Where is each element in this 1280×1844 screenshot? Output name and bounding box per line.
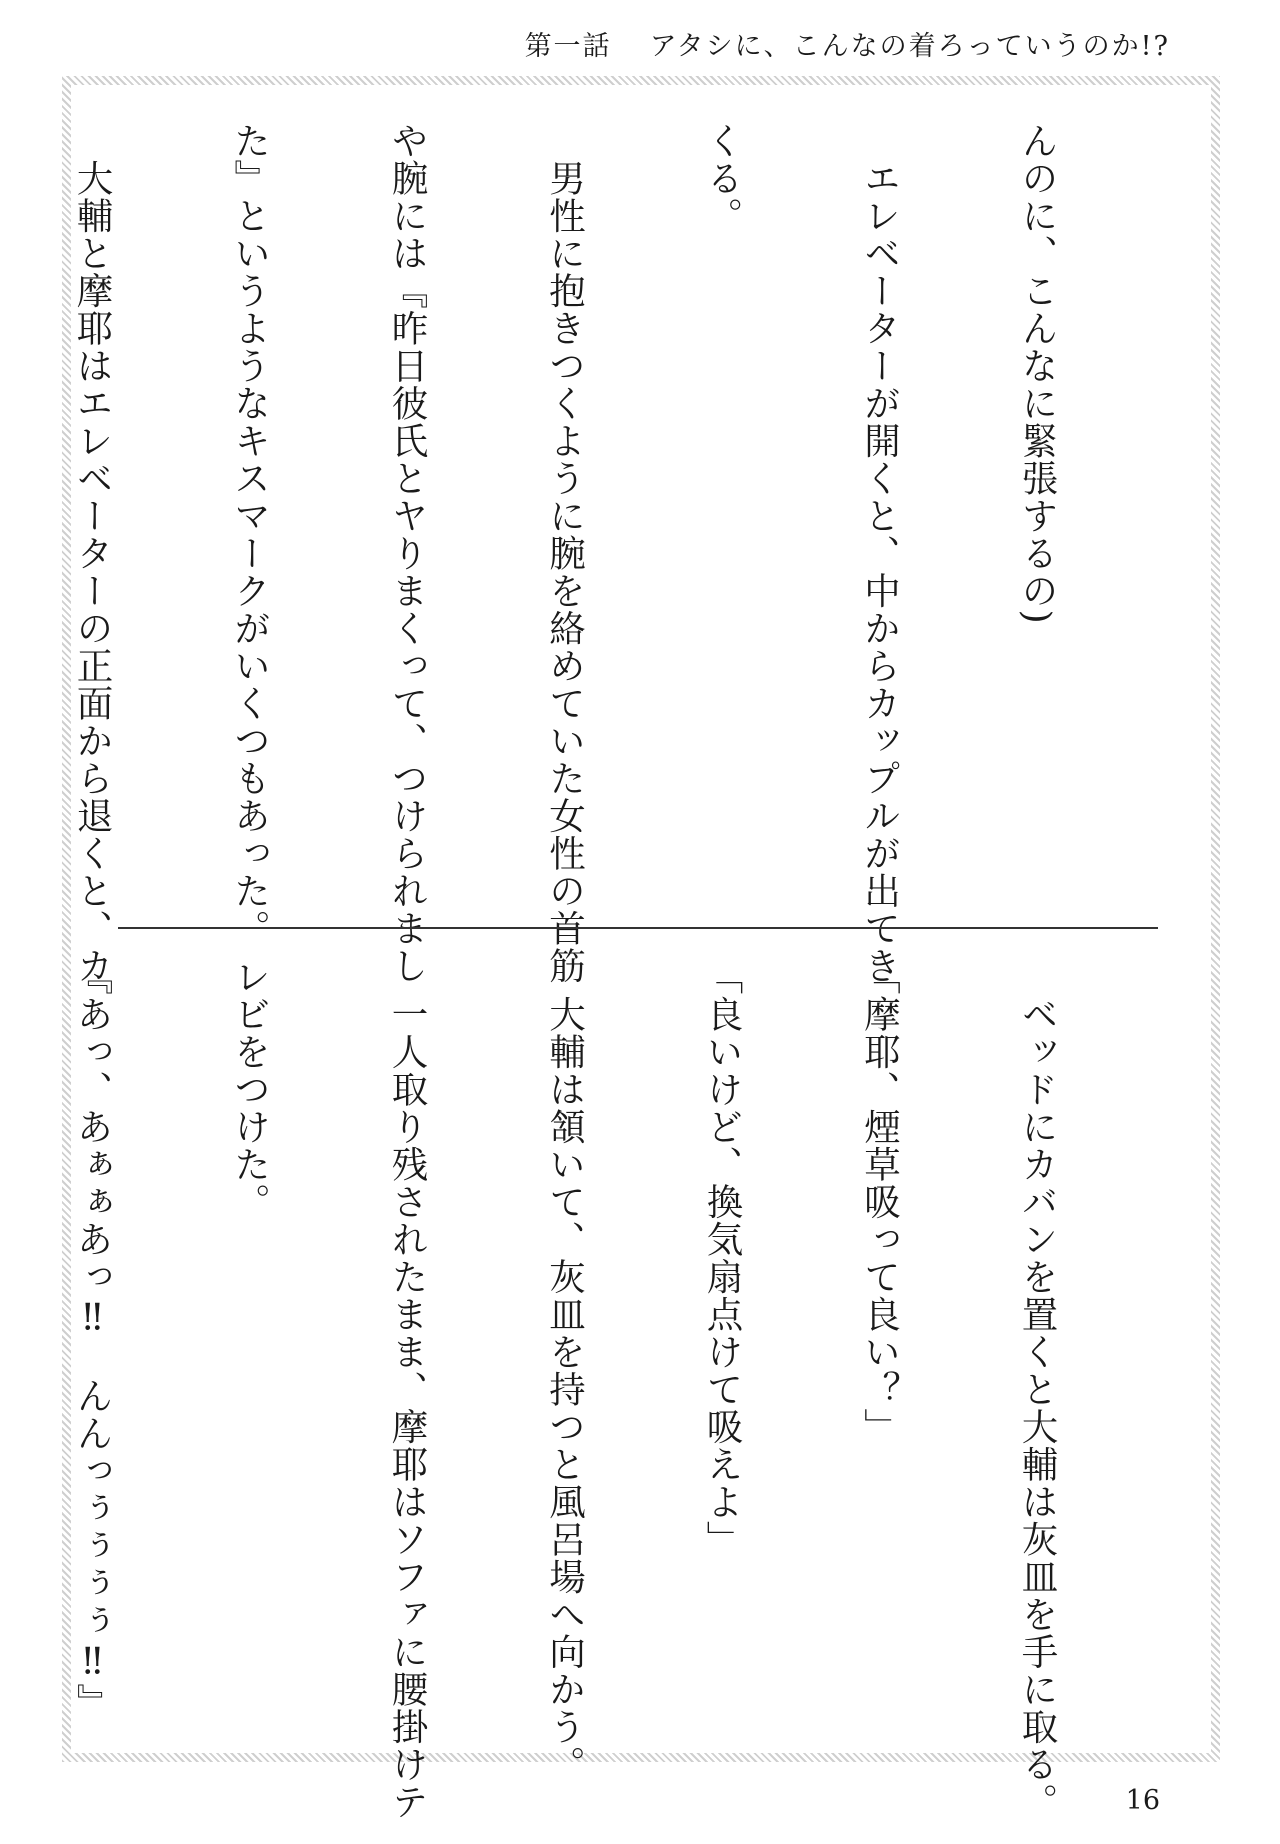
text-line: 「摩耶、煙草吸って良い？」: [858, 958, 902, 1446]
text-line: 大輔と摩耶はエレベーターの正面から退くと、カ: [71, 122, 114, 985]
text-line: や腕には『昨日彼氏とヤりまくって、つけられまし: [386, 122, 429, 985]
running-header: [525, 24, 1170, 63]
page-number: 16: [1125, 1785, 1160, 1816]
text-line: んのに、こんなに緊張するの): [1016, 122, 1059, 625]
text-line: 一人取り残されたまま、摩耶はソファに腰掛けテ: [386, 958, 429, 1821]
chapter-title: アタシに、こんなの着ろっていうのか!?: [649, 31, 1170, 62]
text-line: 大輔は頷いて、灰皿を持つと風呂場へ向かう。: [543, 958, 587, 1783]
text-line: た』というようなキスマークがいくつもあった。: [228, 122, 272, 947]
section-divider: [118, 927, 1158, 929]
text-line: 「良いけど、換気扇点けて吸えよ」: [701, 958, 744, 1558]
text-line: エレベーターが開くと、中からカップルが出てき: [858, 122, 902, 985]
text-line: レビをつけた。: [228, 958, 272, 1221]
upper-text-block: [71, 122, 1168, 985]
text-line: 男性に抱きつくように腕を絡めていた女性の首筋: [543, 122, 587, 985]
text-line: 『あっ、あぁぁあっ‼ んんっぅぅぅぅ‼』: [71, 958, 114, 1721]
text-line: くる。: [701, 122, 744, 235]
text-line: ベッドにカバンを置くと大輔は灰皿を手に取る。: [1016, 958, 1059, 1821]
chapter-number: 第一話: [524, 31, 612, 62]
